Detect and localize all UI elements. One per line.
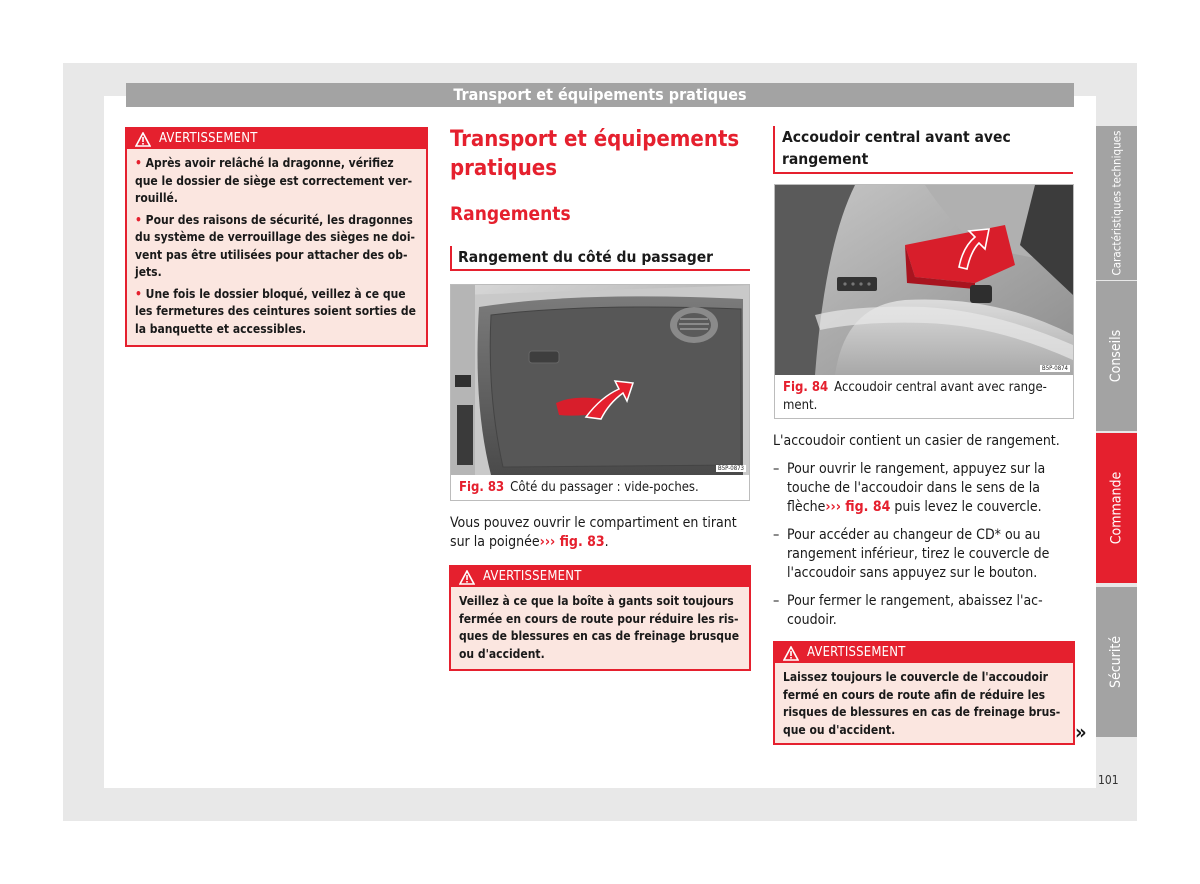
warning-text: Laissez toujours le couvercle de l'accoudoir fermé en cours de route afin de réduire les risques de blessures en cas de freinage brus-que ou d'accident. [783,670,1061,737]
subsection-heading: Rangement du côté du passager [458,248,714,266]
warning-text: Veillez à ce que la boîte à gants soit toujours fermée en cours de route pour réduire les ris-ques de blessures en cas de freinage brusque ou d'accident. [459,594,740,661]
list-item: – Pour fermer le rangement, abaissez l'ac-coudoir. [773,593,1043,628]
list-item: – Pour accéder au changeur de CD* ou au rangement inférieur, tirez le couvercle de l'accoudoir sans appuyez sur le bouton. [773,527,1050,581]
page-number: 101 [1098,773,1119,787]
glovebox-illustration [451,285,749,475]
warning-icon [783,646,799,661]
figure-link[interactable]: ››› fig. 84 [825,499,891,515]
warning-box-glovebox [449,565,751,671]
armrest-text [773,432,1073,630]
warning-title: AVERTISSEMENT [159,131,258,146]
warning-title: AVERTISSEMENT [807,645,906,660]
warning-box-armrest [773,641,1075,745]
warning-icon [459,570,475,585]
glovebox-paragraph: Vous pouvez ouvrir le compartiment en tirant sur la poignée››› fig. 83. [450,515,737,550]
figure-84 [774,184,1074,419]
warning-icon [135,132,151,147]
heading-rule-vertical [450,246,452,270]
figure-code: B5P-0873 [718,465,744,472]
warning-header [127,129,426,149]
warning-title: AVERTISSEMENT [483,569,582,584]
tab-commande[interactable]: Commande [1096,433,1137,583]
tab-caracteristiques-techniques[interactable]: Caractéristiques techniques [1096,126,1137,280]
armrest-intro: L'accoudoir contient un casier de rangement. [773,433,1060,449]
tab-conseils[interactable]: Conseils [1096,281,1137,431]
warning-body [775,663,1073,749]
figure-link[interactable]: ››› fig. 83 [539,534,605,550]
warning-body [451,587,749,673]
heading-rule [773,172,1073,174]
warning-box-seat [125,127,428,347]
figure-83 [450,284,750,501]
list-item: – Pour ouvrir le rangement, appuyez sur la touche de l'accoudoir dans le sens de la flèche››› fig. 84 puis levez le couvercle. [773,461,1046,515]
warning-header [451,567,749,587]
tab-securite[interactable]: Sécurité [1096,587,1137,737]
figure-caption: Fig. 84 Accoudoir central avant avec range-ment. [783,380,1047,413]
warning-item: • Une fois le dossier bloqué, veillez à ce que les fermetures des ceintures soient sorties de la banquette et accessibles. [135,286,416,336]
warning-body [127,149,426,348]
chapter-header: Transport et équipements pratiques [126,83,1074,107]
armrest-illustration [775,185,1073,375]
warning-header [775,643,1073,663]
section-title: Transport et équipements pratiques [450,127,740,181]
continue-mark: » [1075,720,1087,744]
heading-rule-vertical [773,126,775,174]
heading-rule [450,269,750,271]
subsection-heading: Accoudoir central avant avec rangement [782,128,1011,168]
figure-caption: Fig. 83 Côté du passager : vide-poches. [459,480,699,495]
warning-item: • Après avoir relâché la dragonne, vérifiez que le dossier de siège est correctement ver-rouillé. [135,156,413,205]
figure-code: B5P-0874 [1042,365,1068,372]
warning-item: • Pour des raisons de sécurité, les dragonnes du système de verrouillage des sièges ne doi-vent pas être utilisées pour attacher des ob-jets. [135,212,416,279]
section-subtitle: Rangements [450,203,571,225]
